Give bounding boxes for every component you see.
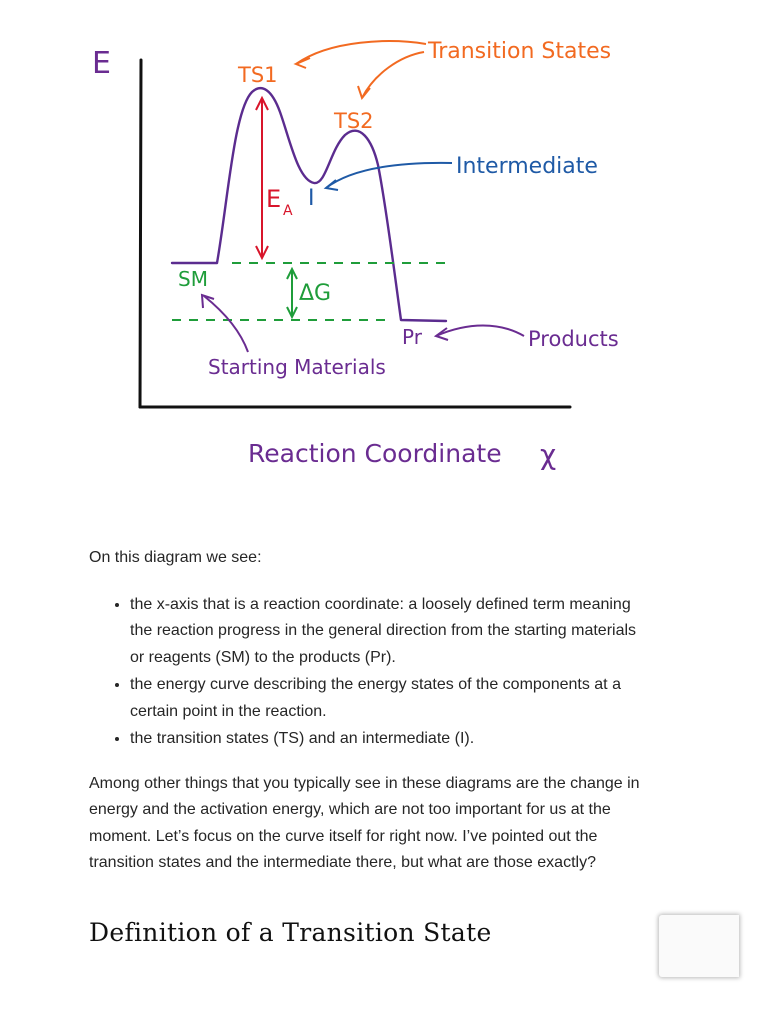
recaptcha-badge[interactable]: [659, 915, 739, 977]
ts1-label: TS1: [238, 63, 278, 87]
article-body: [89, 545, 649, 877]
products-short-label: Pr: [402, 325, 422, 349]
intermediate-short-label: I: [308, 186, 315, 211]
transition-states-pointer-ts2: [362, 52, 424, 98]
intermediate-label: Intermediate: [456, 154, 598, 179]
energy-axis-label: E: [92, 46, 111, 81]
products-pointer: [436, 326, 524, 337]
intermediate-pointer: [326, 163, 452, 188]
energy-diagram: [0, 0, 768, 500]
section-heading: Definition of a Transition State: [89, 918, 492, 947]
activation-energy-subscript: A: [283, 203, 293, 219]
list-item: • the energy curve describing the energy states of the components at a certain point in the reaction.: [130, 672, 649, 725]
delta-g-label: ΔG: [299, 281, 332, 306]
y-axis: [140, 60, 141, 407]
starting-materials-label: Starting Materials: [208, 355, 386, 379]
activation-energy-label: E: [266, 185, 282, 213]
transition-states-label: Transition States: [428, 39, 612, 64]
ts2-label: TS2: [334, 109, 374, 133]
x-axis-label: Reaction Coordinate: [248, 439, 502, 468]
intro-paragraph: On this diagram we see:: [89, 549, 262, 566]
transition-states-pointer-ts1: [296, 41, 426, 64]
starting-materials-pointer: [204, 296, 248, 352]
products-label: Products: [528, 327, 619, 351]
diagram-feature-list: [89, 592, 649, 753]
explanation-paragraph: Among other things that you typically see in these diagrams are the change in energy and the activation energy, which are not too important for us at the moment. Let’s focus on the curve itself for right now. I’ve pointed out the transition states and the intermediate there, but what are those exactly?: [89, 774, 640, 871]
starting-short-label: SM: [178, 267, 208, 291]
list-item: • the x-axis that is a reaction coordinate: a loosely defined term meaning the reaction progress in the general direction from the starting materials or reagents (SM) to the products (Pr).: [130, 592, 649, 672]
x-axis-symbol: χ: [540, 438, 557, 471]
list-item: • the transition states (TS) and an intermediate (I).: [130, 726, 649, 753]
